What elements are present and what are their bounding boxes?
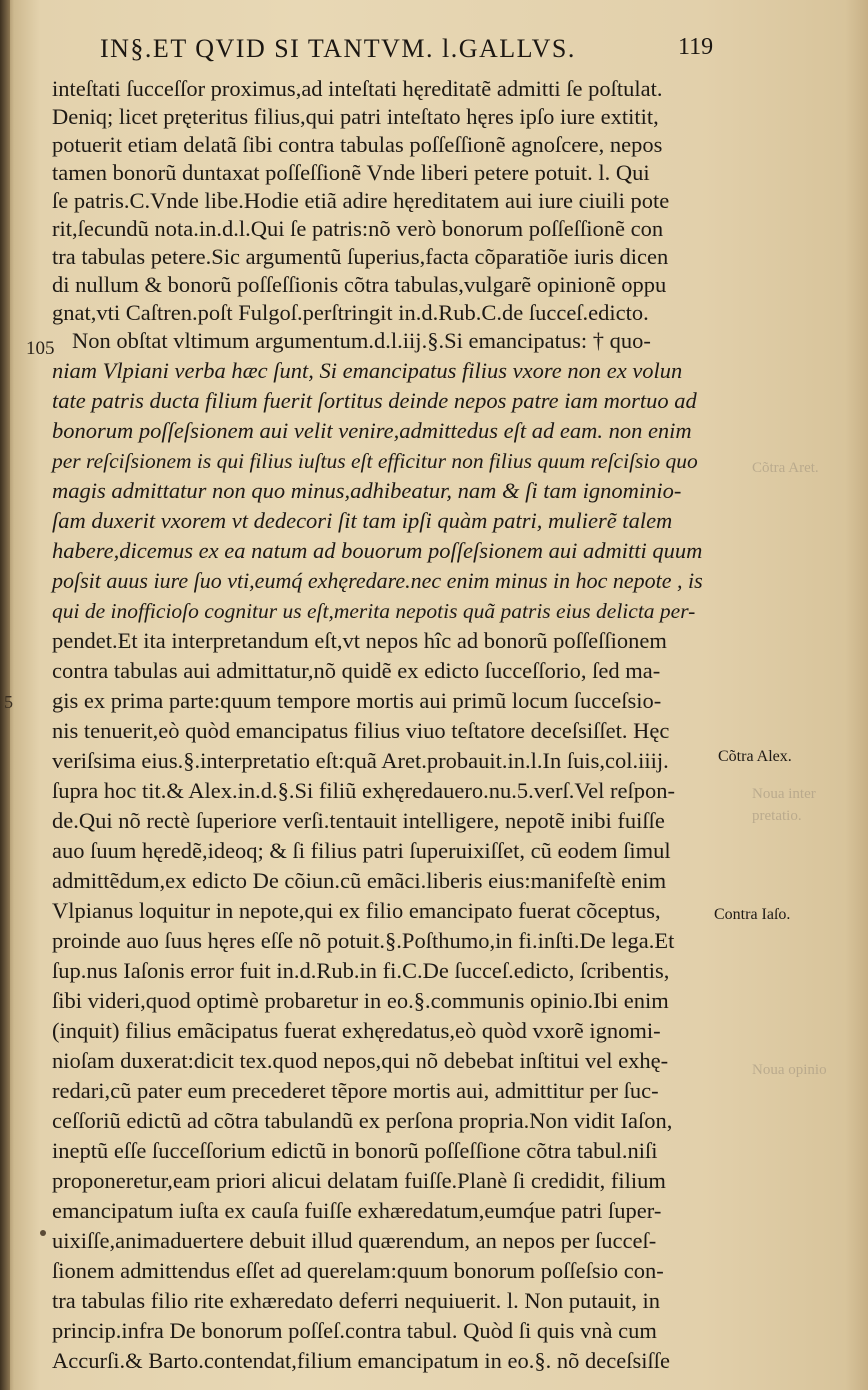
margin-note-contra-alex: Cõtra Alex.: [718, 748, 792, 765]
text-line: emancipatum iuſta ex cauſa fuiſſe exhæredatum,eumq́ue patri ſuper-: [52, 1198, 662, 1223]
text-line: tra tabulas filio rite exhæredato deferri nequiuerit. l. Non putauit, in: [52, 1288, 660, 1313]
text-line: rit,ſecundũ nota.in.d.l.Qui ſe patris:nõ verò bonorum poſſeſſionẽ con: [52, 216, 664, 241]
text-line: nis tenuerit,eò quòd emancipatus filius viuo teſtatore deceſsiſſet. Hęc: [52, 718, 670, 743]
text-line: ſionem admittendus eſſet ad querelam:quum bonorum poſſeſsio con-: [52, 1258, 664, 1283]
running-header: IN§.ET QVID SI TANTVM. l.GALLVS.: [100, 34, 576, 63]
page-number: 119: [678, 34, 714, 60]
text-line: auo ſuum hęredẽ,ideoq; & ſi filius patri ſuperuixiſſet, cũ eodem ſimul: [52, 838, 671, 863]
text-line: gnat,vti Caſtren.poſt Fulgoſ.perſtringit in.d.Rub.C.de ſucceſ.edicto.: [52, 300, 649, 325]
text-line: Accurſi.& Barto.contendat,filium emancipatum in eo.§. nõ deceſsiſſe: [52, 1348, 670, 1373]
text-line: tamen bonorũ duntaxat poſſeſſionẽ Vnde liberi petere potuit. l. Qui: [52, 160, 650, 185]
text-line: gis ex prima parte:quum tempore mortis aui primũ locum ſucceſsio-: [52, 688, 662, 713]
text-line: poſsit auus iure ſuo vti,eumq́ exhęredare.nec enim minus in hoc nepote , is: [52, 568, 703, 593]
text-line: Vlpianus loquitur in nepote,qui ex filio emancipato fuerat cõceptus,: [52, 898, 661, 923]
ink-spot: [40, 1230, 46, 1236]
text-line: nioſam duxerat:dicit tex.quod nepos,qui nõ debebat inſtitui vel exhę-: [52, 1048, 669, 1073]
text-line: per reſciſsionem is qui filius iuſtus eſt efficitur non filius quum reſciſsio quo: [52, 449, 698, 473]
text-line: ineptũ eſſe ſucceſſorium edictũ in bonorũ poſſeſſione cõtra tabul.niſi: [52, 1138, 658, 1163]
text-line: uixiſſe,animaduertere debuit illud quærendum, an nepos per ſucceſ-: [52, 1228, 657, 1253]
text-line: niam Vlpiani verba hæc ſunt, Si emancipatus filius vxore non ex volun: [52, 358, 683, 383]
text-line: redari,cũ pater eum precederet tẽpore mortis aui, admittitur per ſuc-: [52, 1078, 659, 1103]
text-line: Non obſtat vltimum argumentum.d.l.iij.§.Si emancipatus: † quo-: [72, 328, 651, 353]
text-line: bonorum poſſeſsionem aui velit venire,admittedus eſt ad eam. non enim: [52, 418, 692, 443]
text-line: contra tabulas aui admittatur,nõ quidẽ ex edicto ſucceſſorio, ſed ma-: [52, 658, 661, 683]
text-line: ſup.nus Iaſonis error fuit in.d.Rub.in fi.C.De ſucceſ.edicto, ſcribentis,: [52, 958, 670, 983]
text-line: (inquit) filius emãcipatus fuerat exhęredatus,eò quòd vxorẽ ignomi-: [52, 1018, 661, 1043]
text-line: ſe patris.C.Vnde libe.Hodie etiã adire hęreditatem aui iure ciuili pote: [52, 188, 670, 213]
margin-note-faded: Noua opinio: [752, 1062, 827, 1078]
text-line: de.Qui nõ rectè ſuperiore verſi.tentauit intelligere, nepotẽ inibi fuiſſe: [52, 808, 665, 833]
text-line: pendet.Et ita interpretandum eſt,vt nepos hîc ad bonorũ poſſeſſionem: [52, 628, 667, 653]
text-line: di nullum & bonorũ poſſeſſionis cõtra tabulas,vulgarẽ opinionẽ oppu: [52, 272, 667, 297]
text-line: ſam duxerit vxorem vt dedecori ſit tam ipſi quàm patri, mulierẽ talem: [52, 508, 673, 533]
text-line: Deniq; licet pręteritus filius,qui patri inteſtato hęres ipſo iure extitit,: [52, 104, 659, 129]
margin-note-faded: pretatio.: [752, 808, 802, 824]
text-line: ſibi videri,quod optimè probaretur in eo.§.communis opinio.Ibi enim: [52, 988, 669, 1013]
text-line: tra tabulas petere.Sic argumentũ ſuperius,facta cõparatiõe iuris dicen: [52, 244, 669, 269]
text-line: ceſſoriũ edictũ ad cõtra tabulandũ ex perſona propria.Non vidit Iaſon,: [52, 1108, 673, 1133]
margin-line-number: 105: [26, 338, 55, 359]
text-line: veriſsima eius.§.interpretatio eſt:quã Aret.probauit.in.l.In ſuis,col.iiij.: [52, 748, 669, 773]
text-line: proponeretur,eam priori alicui delatam fuiſſe.Planè ſi credidit, filium: [52, 1168, 666, 1193]
text-line: proinde auo ſuus hęres eſſe nõ potuit.§.Poſthumo,in fi.inſti.De lega.Et: [52, 928, 675, 953]
margin-note-contra-iaso: Contra Iaſo.: [714, 906, 791, 923]
text-line: habere,dicemus ex ea natum ad bouorum poſſeſsionem aui admitti quum: [52, 538, 703, 563]
margin-note-faded: Noua inter: [752, 786, 816, 802]
text-line: magis admittatur non quo minus,adhibeatur, nam & ſi tam ignominio-: [52, 478, 682, 503]
text-line: inteſtati ſucceſſor proximus,ad inteſtati hęreditatẽ admitti ſe poſtulat.: [52, 76, 663, 101]
text-line: qui de inofficioſo cognitur us eſt,merita nepotis quã patris eius delicta per-: [52, 599, 696, 623]
text-line: potuerit etiam delatã ſibi contra tabulas poſſeſſionẽ agnoſcere, nepos: [52, 132, 663, 157]
text-line: princip.infra De bonorum poſſeſ.contra tabul. Quòd ſi quis vnà cum: [52, 1318, 657, 1343]
margin-mark: 5: [4, 692, 13, 712]
text-line: ſupra hoc tit.& Alex.in.d.§.Si filiũ exhęredauero.nu.5.verſ.Vel reſpon-: [52, 778, 675, 803]
text-line: admittẽdum,ex edicto De cõiun.cũ emãci.liberis eius:manifeſtè enim: [52, 868, 667, 893]
text-line: tate patris ducta filium fuerit ſortitus deinde nepos patre iam mortuo ad: [52, 388, 697, 413]
margin-note-faded: Cõtra Aret.: [752, 460, 819, 476]
